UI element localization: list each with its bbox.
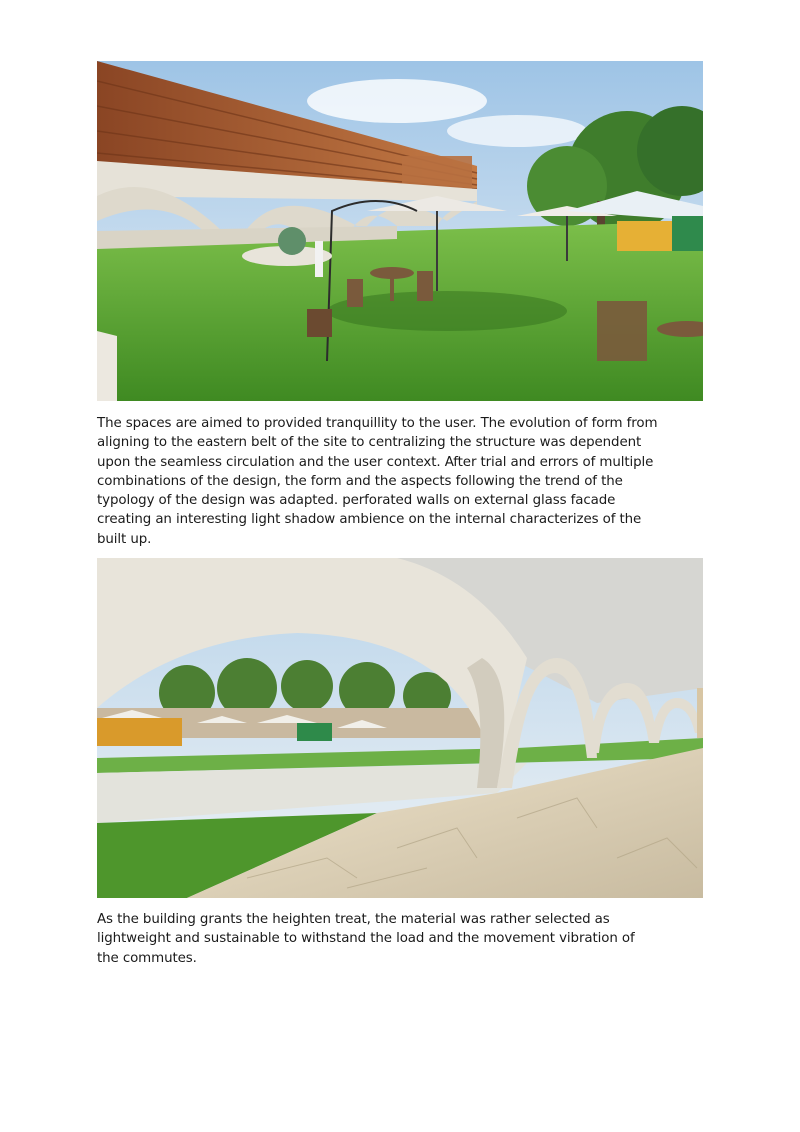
material-paragraph: [97, 910, 705, 968]
text-line: lightweight and sustainable to withstand the load and the movement vibration of: [97, 931, 635, 947]
colonnade-render-image: [97, 558, 703, 898]
text-line: built up.: [97, 531, 152, 547]
text-line: combinations of the design, the form and the aspects following the trend of the: [97, 473, 623, 489]
text-line: The spaces are aimed to provided tranquillity to the user. The evolution of form from: [97, 416, 658, 431]
text-line: As the building grants the heighten treat, the material was rather selected as: [97, 912, 610, 927]
description-paragraph: [97, 414, 705, 549]
text-line: typology of the design was adapted. perforated walls on external glass facade: [97, 493, 616, 509]
text-line: creating an interesting light shadow ambience on the internal characterizes of the: [97, 512, 642, 528]
text-line: aligning to the eastern belt of the site to centralizing the structure was dependent: [97, 435, 642, 451]
plaza-render-image: [97, 61, 703, 401]
text-line: the commutes.: [97, 950, 197, 966]
text-line: upon the seamless circulation and the user context. After trial and errors of multiple: [97, 454, 654, 470]
